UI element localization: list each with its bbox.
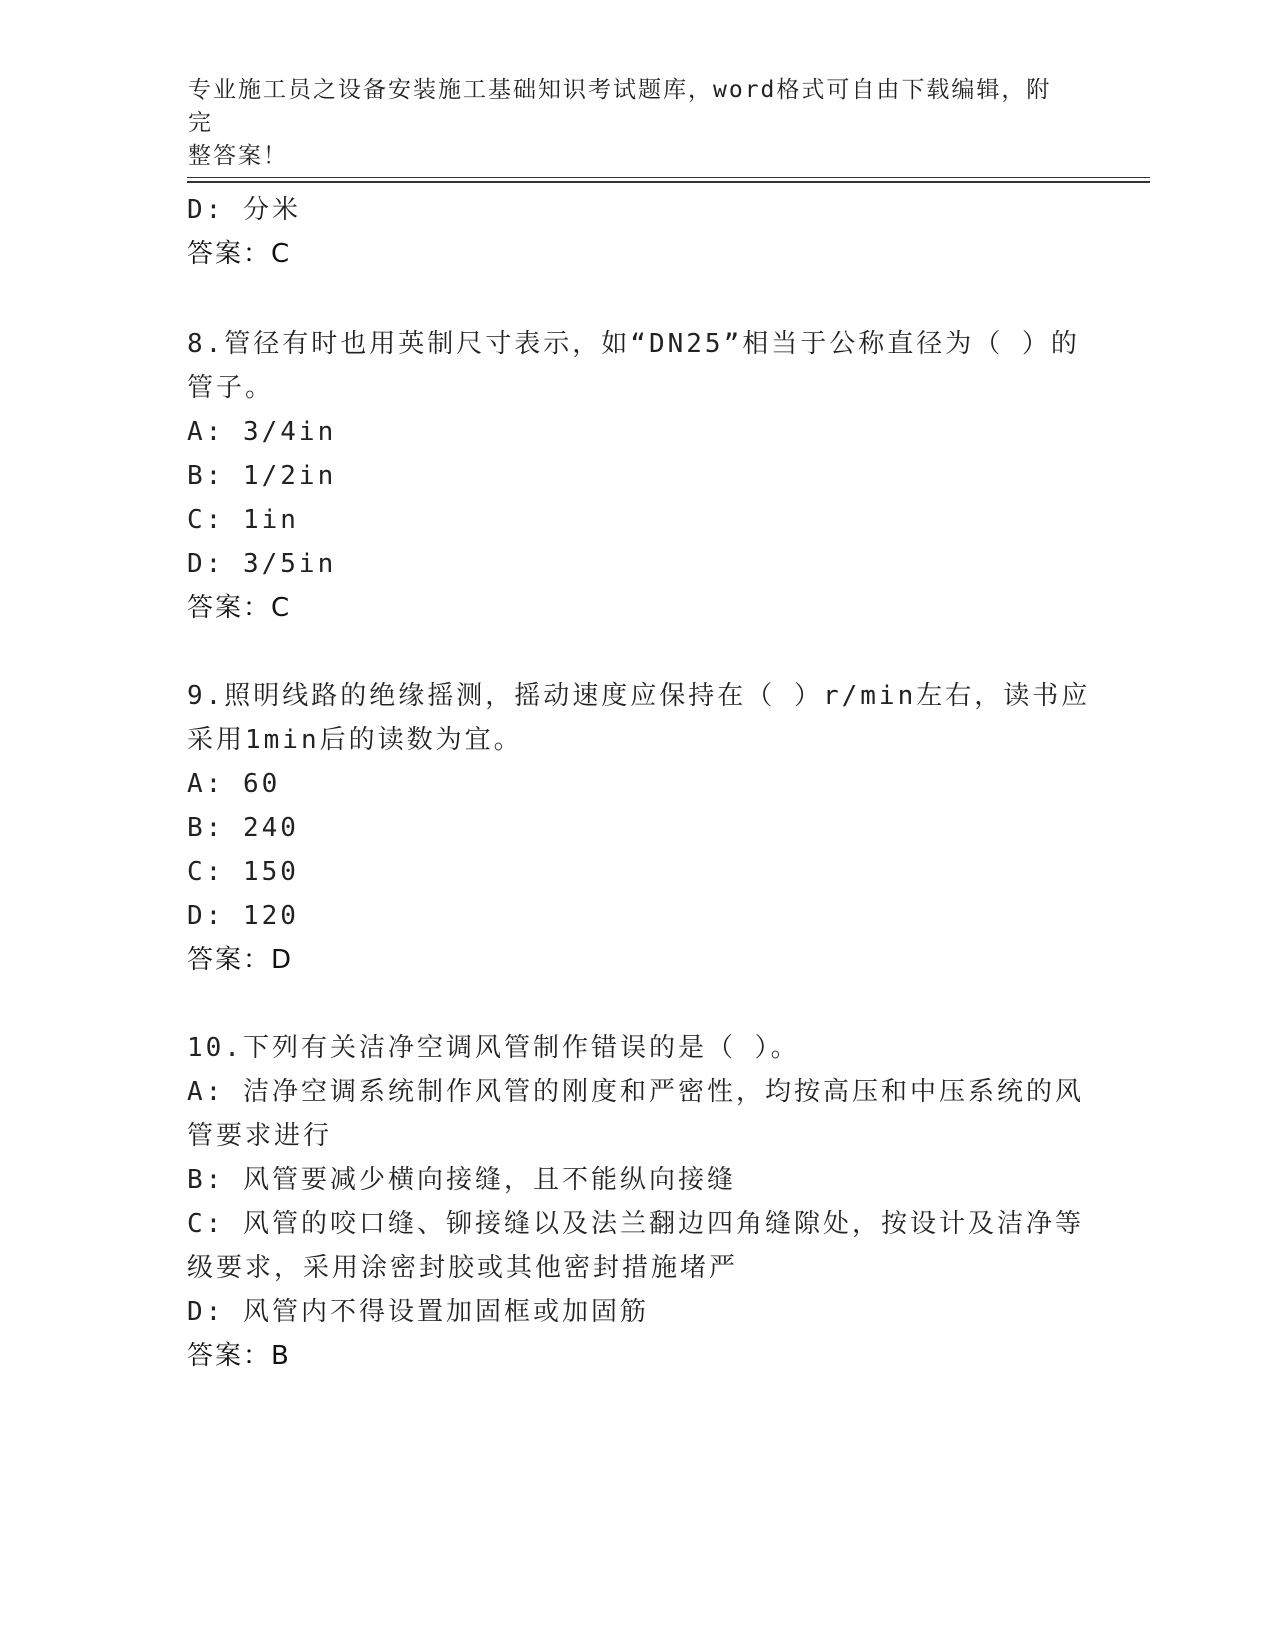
q9-option-b: B: 240 bbox=[187, 813, 299, 843]
q9-answer: 答案：D bbox=[187, 945, 294, 975]
q8-option-d: D: 3/5in bbox=[187, 549, 337, 579]
q8-stem-line-1: 8.管径有时也用英制尺寸表示，如“DN25”相当于公称直径为（ ）的 bbox=[187, 329, 1080, 359]
q9-option-c: C: 150 bbox=[187, 857, 299, 887]
header-title-line-1: 专业施工员之设备安装施工基础知识考试题库，word格式可自由下载编辑，附完 bbox=[188, 77, 1052, 136]
q8-option-b: B: 1/2in bbox=[187, 461, 337, 491]
header-title-line-2: 整答案！ bbox=[188, 143, 288, 169]
header-divider-top bbox=[187, 177, 1150, 178]
q8-option-a: A: 3/4in bbox=[187, 417, 337, 447]
q9-stem-line-2: 采用1min后的读数为宜。 bbox=[187, 725, 523, 755]
q8-answer: 答案：C bbox=[187, 593, 292, 623]
q10-option-a-line-1: A: 洁净空调系统制作风管的刚度和严密性，均按高压和中压系统的风 bbox=[187, 1077, 1084, 1107]
q10-option-c-line-1: C: 风管的咬口缝、铆接缝以及法兰翻边四角缝隙处，按设计及洁净等 bbox=[187, 1209, 1084, 1239]
header-divider-bottom bbox=[187, 181, 1150, 183]
q9-option-d: D: 120 bbox=[187, 901, 299, 931]
q10-answer: 答案：B bbox=[187, 1341, 291, 1371]
q7-option-d: D: 分米 bbox=[187, 195, 301, 225]
q9-option-a: A: 60 bbox=[187, 769, 281, 799]
q9-stem-line-1: 9.照明线路的绝缘摇测，摇动速度应保持在（ ）r/min左右，读书应 bbox=[187, 681, 1091, 711]
q10-option-b: B: 风管要减少横向接缝，且不能纵向接缝 bbox=[187, 1165, 736, 1195]
q10-stem: 10.下列有关洁净空调风管制作错误的是（ ）。 bbox=[187, 1033, 800, 1063]
q10-option-d: D: 风管内不得设置加固框或加固筋 bbox=[187, 1297, 649, 1327]
q10-option-c-line-2: 级要求，采用涂密封胶或其他密封措施堵严 bbox=[187, 1253, 739, 1283]
q8-option-c: C: 1in bbox=[187, 505, 299, 535]
document-header bbox=[188, 74, 1068, 173]
q10-option-a-line-2: 管要求进行 bbox=[187, 1121, 333, 1151]
q8-stem-line-2: 管子。 bbox=[187, 373, 275, 403]
q7-answer: 答案：C bbox=[187, 239, 292, 269]
